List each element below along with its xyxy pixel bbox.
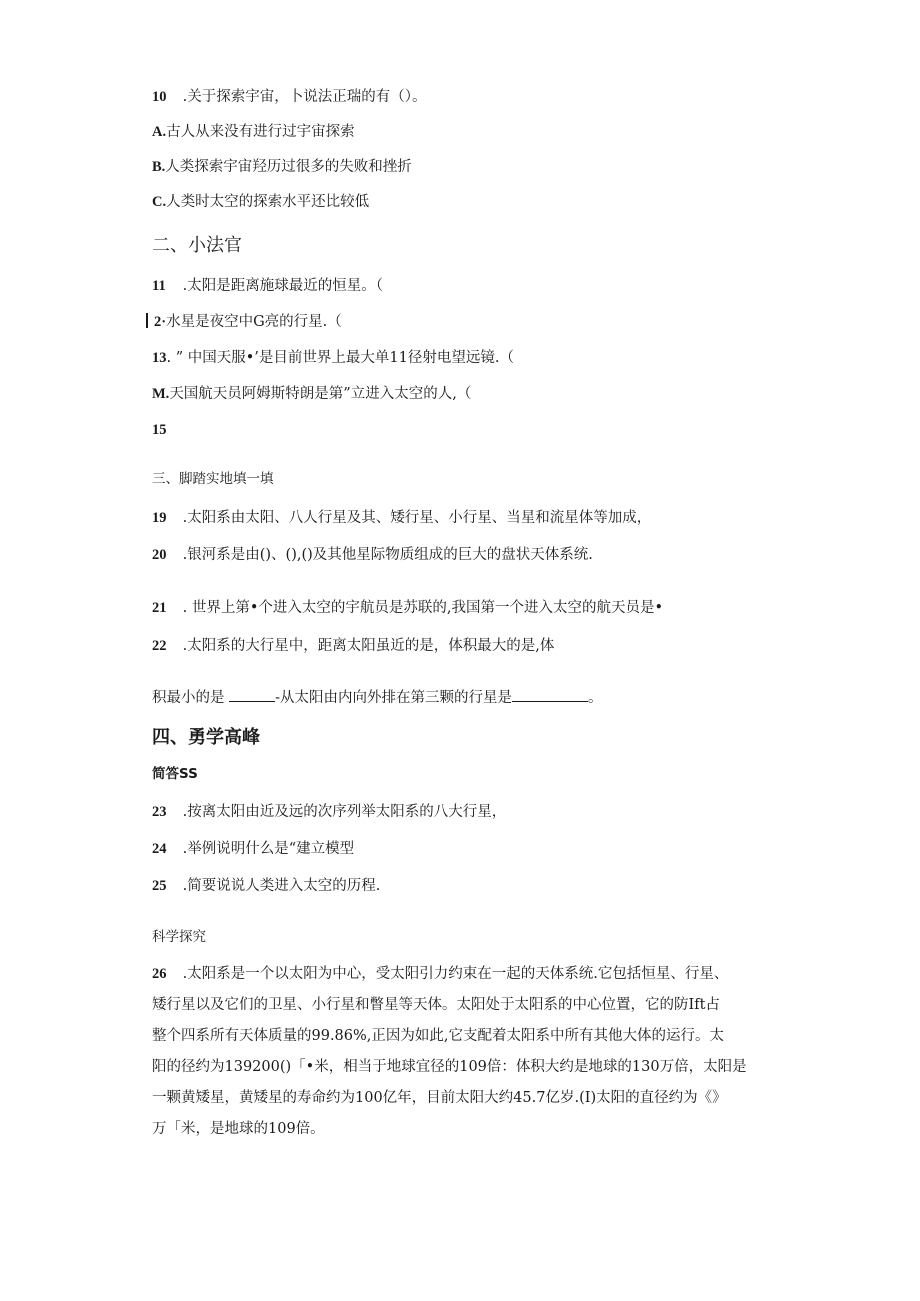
question-number: 10	[152, 89, 167, 105]
question-number: 22	[152, 638, 167, 654]
continuation-text-a: 积最小的是	[152, 690, 225, 706]
option-b	[152, 157, 412, 177]
question-12	[146, 312, 342, 332]
question-text: . 世界上第•个进入太空的宇航员是苏联的,我国第一个进入太空的航天员是•	[178, 600, 664, 616]
option-letter: C.	[152, 194, 167, 210]
section-3-title: 三、脚踏实地填一填	[152, 471, 274, 487]
option-a	[152, 122, 355, 142]
option-text: 人类探索宇宙羟历过很多的失败和挫折	[165, 159, 412, 175]
question-10	[152, 87, 426, 107]
question-number: M.	[152, 386, 170, 402]
question-25	[152, 876, 380, 896]
paragraph-line: 整个四系所有天体质量的99.86%,正因为如此,它支配着太阳系中所有其他大体的运行。太	[152, 1028, 725, 1044]
question-text: .按离太阳由近及远的次序列举太阳系的八大行星，	[178, 804, 507, 820]
question-number: 11	[152, 278, 166, 294]
continuation-end: 。	[588, 690, 603, 706]
question-26	[152, 959, 772, 1145]
answer-blank[interactable]	[229, 689, 275, 702]
question-14	[152, 384, 471, 404]
question-13	[152, 348, 514, 368]
question-22	[152, 636, 554, 656]
answer-blank[interactable]	[512, 689, 588, 702]
paragraph-line: 一颗黄矮星，黄矮星的寿命约为100亿年，目前太阳大约45.7亿岁.(I)太阳的直径约为《》	[152, 1090, 727, 1106]
question-number: 26	[152, 966, 167, 982]
question-text: . ” 中国天服•’是目前世界上最大单11径射电望远镜.（	[166, 350, 514, 366]
question-number: 2·	[154, 314, 167, 330]
option-text: 人类时太空的探索水平还比较低	[166, 194, 370, 210]
question-number: 15	[152, 422, 167, 438]
question-22-continuation	[152, 688, 603, 708]
question-11	[152, 276, 383, 296]
paragraph-line: 万「米，是地球的109倍。	[152, 1121, 325, 1137]
section-4-title: 四、勇学高峰	[152, 727, 260, 748]
question-number: 23	[152, 804, 167, 820]
question-19	[152, 508, 651, 528]
question-text: 水星是夜空中G亮的行星.（	[166, 314, 342, 330]
option-text: 古人从来没有进行过宇宙探索	[166, 124, 355, 140]
option-letter: B.	[152, 159, 166, 175]
question-number: 21	[152, 600, 167, 616]
paragraph-line: 26 .太阳系是一个以太阳为中心，受太阳引力约束在一起的天体系统.它包括恒星、行星、	[152, 959, 772, 990]
continuation-text-b: -从太阳由内向外排在第三颗的行星是	[275, 690, 513, 706]
question-text: .关于探索宇宙，卜说法正瑞的有（）。	[178, 89, 427, 105]
question-15	[152, 420, 178, 440]
question-text: 天国航天员阿姆斯特朗是第”立进入太空的人,（	[169, 386, 472, 402]
option-letter: A.	[152, 124, 167, 140]
question-number: 20	[152, 547, 167, 563]
section-5-title: 科学探究	[152, 929, 206, 945]
section-4-subtitle: 简答SS	[152, 766, 198, 782]
question-23	[152, 802, 506, 822]
margin-bar	[146, 313, 148, 328]
question-20	[152, 545, 593, 565]
question-text: .简要说说人类进入太空的历程.	[178, 878, 381, 894]
question-text: .举例说明什么是“建立模型	[178, 841, 355, 857]
paragraph-line: 矮行星以及它们的卫星、小行星和瞥星等天体。太阳处于太阳系的中心位置，它的防Ift占	[152, 997, 720, 1013]
question-number: 19	[152, 510, 167, 526]
question-number: 25	[152, 878, 167, 894]
question-text: .太阳系由太阳、八人行星及其、矮行星、小行星、当星和流星体等加成，	[178, 510, 652, 526]
paragraph-line: 阳的径约为139200()「•米，相当于地球宜径的109倍：体积大约是地球的130万倍，太阳是	[152, 1059, 747, 1075]
question-21	[152, 598, 663, 618]
question-24	[152, 839, 354, 859]
section-2-title: 二、小法官	[152, 235, 242, 256]
question-number: 13	[152, 350, 167, 366]
question-text: .太阳系的大行星中，距离太阳虽近的是，体积最大的是,体	[178, 638, 555, 654]
question-number: 24	[152, 841, 167, 857]
option-c	[152, 192, 369, 212]
question-text: .银河系是由()、(),()及其他星际物质组成的巨大的盘状天体系统.	[178, 547, 593, 563]
question-text: .太阳是距离施球最近的恒星。（	[178, 278, 383, 294]
